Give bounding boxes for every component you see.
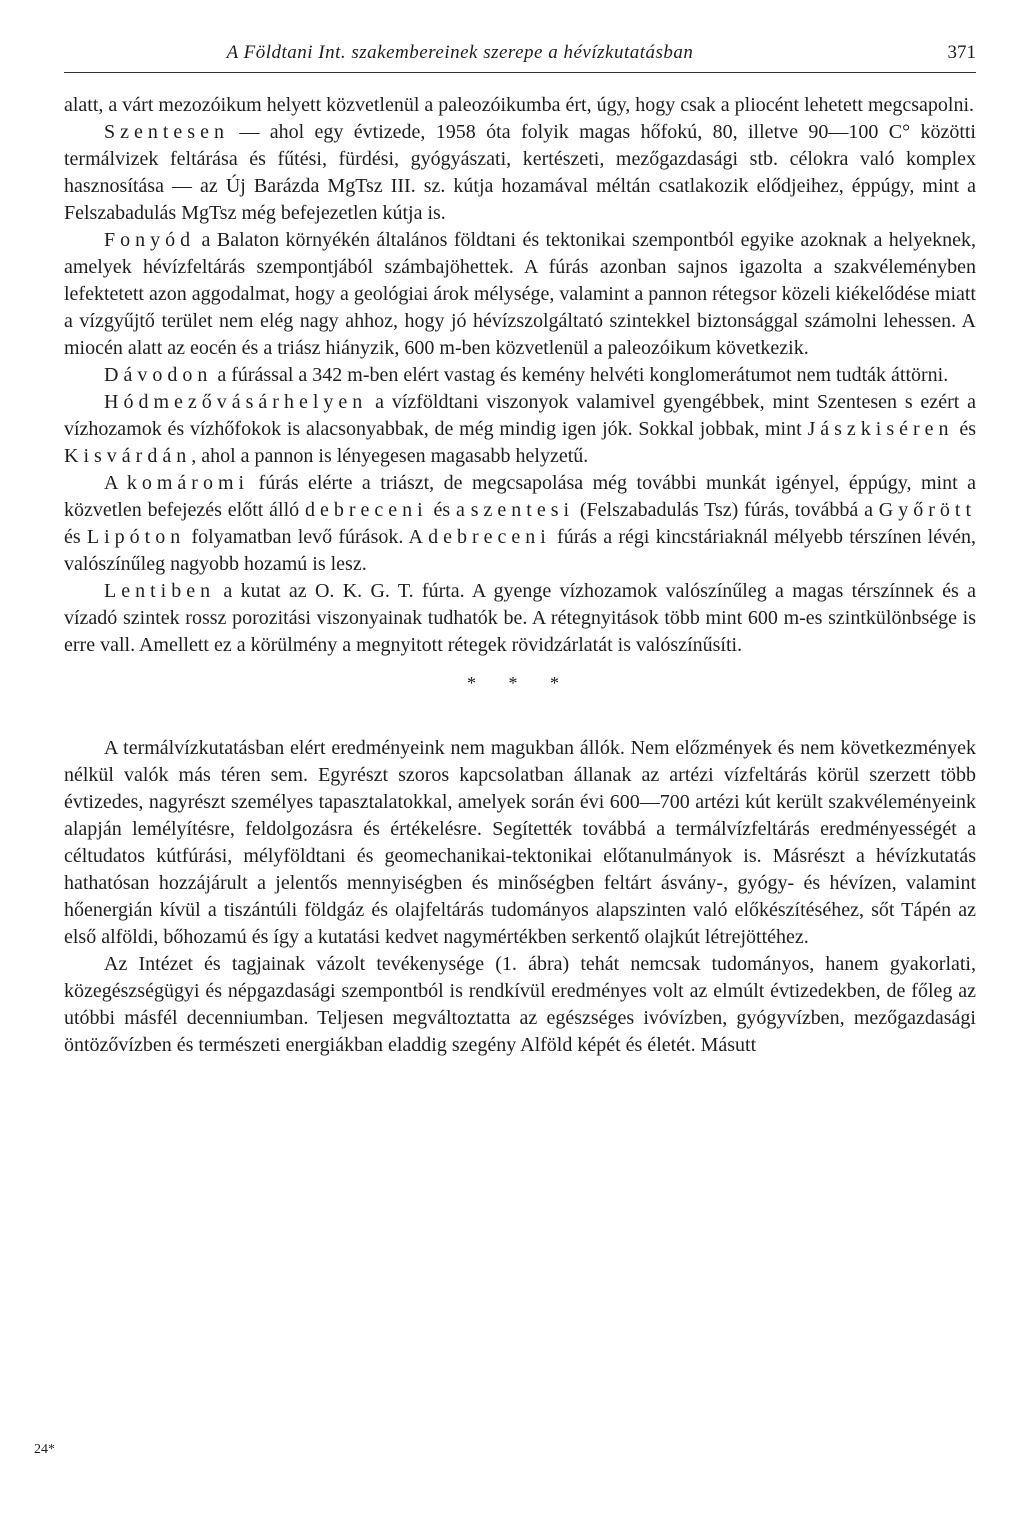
place-name: Lipóton <box>86 526 186 548</box>
paragraph-szentes <box>64 119 976 227</box>
paragraph-text: a kutat az O. K. G. T. fúrta. A gyenge vízhozamok valószínűleg a magas térszínnek és a vízadó szintek rossz porozitási viszonyainak tudhatók be. A rétegnyitások több mint 600 m-es szintkülönbsége is erre vall. Amellett ez a körülmény a megnyitott rétegek rövidzárlatát is valószínűsíti. <box>64 580 976 656</box>
page-body <box>64 92 976 1059</box>
paragraph-hodmezovasarhely <box>64 389 976 470</box>
place-name: Kisvárdán <box>64 445 192 467</box>
place-name: Szentesen <box>104 121 229 143</box>
paragraph-fonyod <box>64 227 976 362</box>
place-name: komáromi <box>126 472 250 494</box>
page-number: 371 <box>947 42 976 63</box>
place-name: Hódmezővásárhelyen <box>104 391 368 413</box>
running-title: A Földtani Int. szakembereinek szerepe a hévízkutatásban <box>226 42 694 63</box>
paragraph-text: folyamatban levő fúrások. A <box>185 526 429 548</box>
section-separator: * * * <box>467 673 573 693</box>
paragraph-text: fúrás elérte a triászt, de megcsapolása még további munkát igényel, éppúgy, mint a közvetlen befejezés előtt álló <box>64 472 976 521</box>
place-name: Lentiben <box>104 580 216 602</box>
place-name: Fonyód <box>104 229 196 251</box>
paragraph-institute: Az Intézet és tagjainak vázolt tevékenysége (1. ábra) tehát nemcsak tudományos, hanem gyakorlati, közegészségügyi és népgazdasági szempontból is rendkívül eredményes volt az elmúlt évtizedekben, de főleg az utóbbi másfél decenniumban. Teljesen megváltoztatta az egészséges ivóvízben, gyógyvízben, mezőgazdasági öntözővízben és természeti energiákban eladdig szegény Alföld képét és életét. Másutt <box>64 953 976 1056</box>
place-name: Győrött <box>878 499 976 521</box>
paragraph-text: a fúrással a 342 m-ben elért vastag és kemény helvéti konglomerátumot nem tudták áttörni. <box>212 364 949 386</box>
place-name: Jászkiséren <box>807 418 954 440</box>
paragraph-text: és <box>64 526 87 548</box>
paragraph-lenti <box>64 578 976 659</box>
paragraph-davod <box>64 362 976 389</box>
paragraph-text: és a <box>427 499 471 521</box>
paragraph-text: (Felszabadulás Tsz) fúrás, továbbá a <box>574 499 879 521</box>
place-name: Dávodon <box>104 364 213 386</box>
running-header <box>64 42 976 73</box>
paragraph-results: A termálvízkutatásban elért eredményeink nem magukban állók. Nem előzmények és nem következmények nélkül valók más téren sem. Egyrészt szoros kapcsolatban állanak az artézi vízfeltárás körül szerzett több évtizedes, nagyrészt személyes tapasztalatokkal, amelyek során évi 600—700 artézi kút került szakvéleményeink alapján lemélyítésre, feldolgozásra és értékelésre. Segítették továbbá a termálvízfeltárás eredményességét a céltudatos kútfúrási, mélyföldtani és geomechanikai-tektonikai előtanulmányok is. Másrészt a hévízkutatás hathatósan hozzájárult a jelentős mennyiségben és minőségben feltárt ásvány-, gyógy- és hévízen, valamint hőenergián kívül a tiszántúli földgáz és olajfeltárás tudományos alapszinten való előkészítéséhez, sőt Tápén az első alföldi, bőhozamú és így a kutatási kedvet nagymértékben serkentő olajkút létrejöttéhez. <box>64 737 976 948</box>
paragraph-komarom <box>64 470 976 578</box>
place-name: debreceni <box>428 526 551 548</box>
place-name: debreceni <box>304 499 428 521</box>
paragraph-text: — ahol egy évtizede, 1958 óta folyik magas hőfokú, 80, illetve 90—100 C° közötti termálvizek feltárása és fűtési, fürdési, gyógyászati, kertészeti, mezőgazdasági stb. célokra való komplex hasznosítása — az Új Barázda MgTsz III. sz. kútja hozamával méltán csatlakozik elődjeihez, éppúgy, mint a Felszabadulás MgTsz még befejezetlen kútja is. <box>64 121 976 224</box>
paragraph-1: alatt, a várt mezozóikum helyett közvetlenül a paleozóikumba ért, úgy, hogy csak a pliocént lehetett megcsapolni. <box>64 94 975 116</box>
place-name: szentesi <box>470 499 575 521</box>
paragraph-text: a vízföldtani viszonyok valamivel gyengébbek, mint Szentesen s ezért a vízhozamok és vízhőfokok is alacsonyabbak, de még mindig igen jók. Sokkal jobbak, mint <box>64 391 976 440</box>
paragraph-text: és <box>953 418 976 440</box>
paragraph-text: A <box>104 472 127 494</box>
paragraph-text: , ahol a pannon is lényegesen magasabb helyzetű. <box>191 445 589 467</box>
paragraph-text: fúrás a régi kincstáriaknál mélyebb térszínen lévén, valószínűleg nagyobb hozamú is lesz. <box>64 526 976 575</box>
signature-mark: 24* <box>34 1442 55 1457</box>
paragraph-text: a Balaton környékén általános földtani és tektonikai szempontból egyike azoknak a helyeknek, amelyek hévízfeltárás szempontjából számbajöhettek. A fúrás azonban sajnos igazolta a szakvéleményben lefektetett azon aggodalmat, hogy a geológiai árok mélysége, valamint a pannon rétegsor közeli kiékelődése miatt a vízgyűjtő terület nem elég nagy ahhoz, hogy jó hévízszolgáltató szintekkel biztonsággal számolni lehessen. A miocén alatt az eocén és a triász hiányzik, 600 m-ben közvetlenül a paleozóikum következik. <box>64 229 976 359</box>
